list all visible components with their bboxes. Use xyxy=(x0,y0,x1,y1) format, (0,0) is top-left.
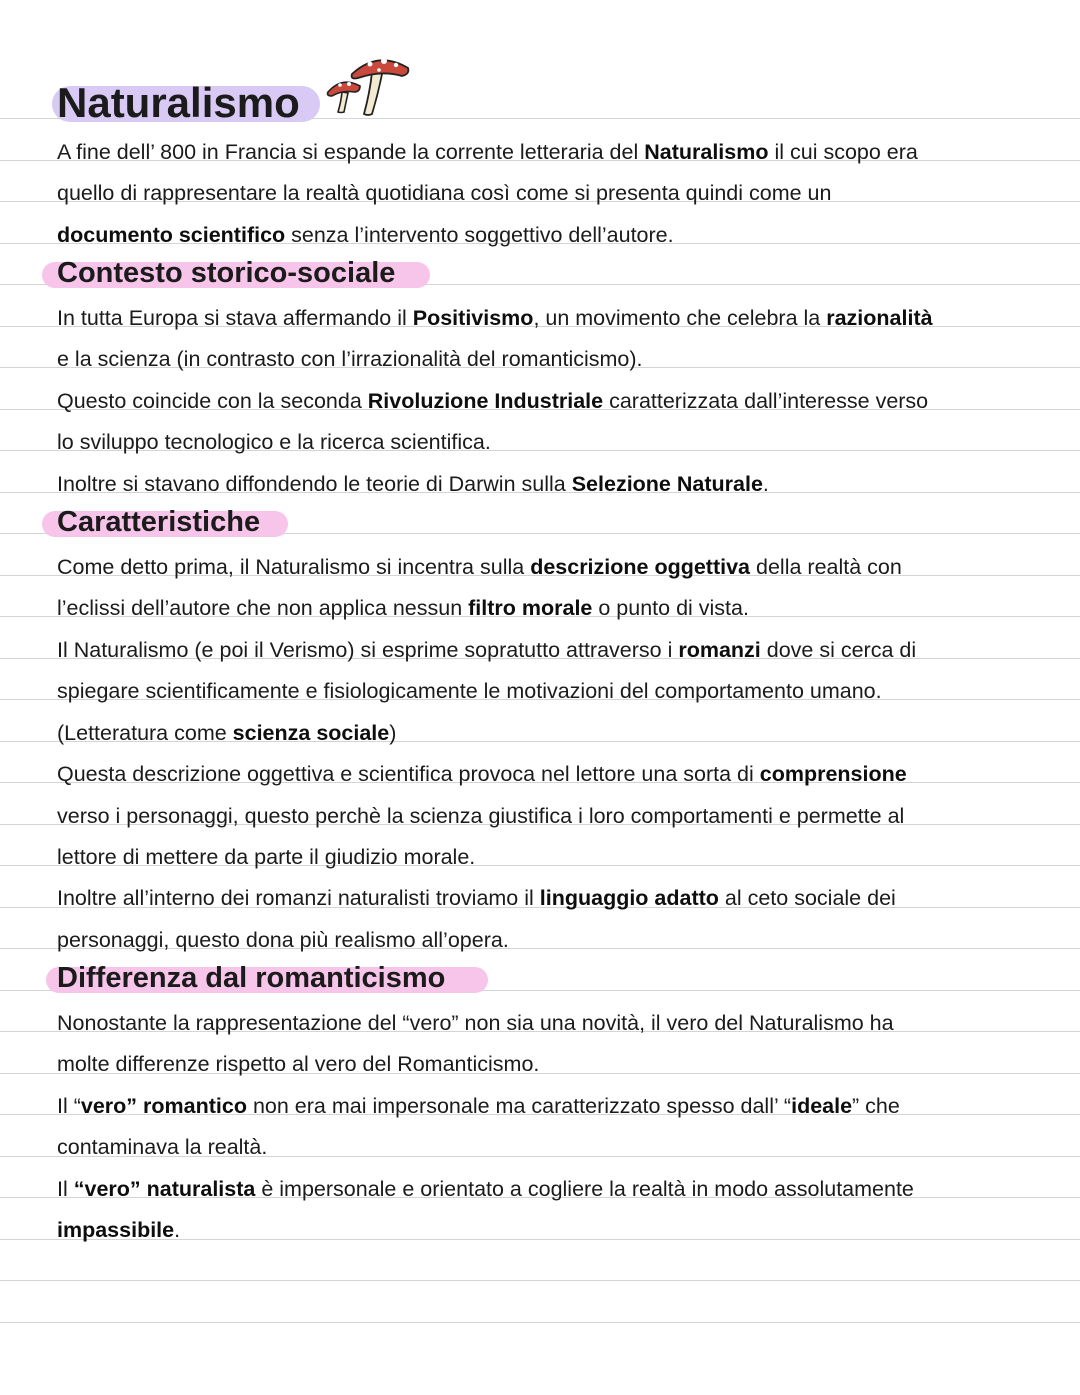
intro-line: documento scientifico senza l’intervento soggettivo dell’autore. xyxy=(57,223,674,247)
contesto-line: Questo coincide con la seconda Rivoluzione Industriale caratterizzata dall’interesse verso xyxy=(57,389,929,413)
caratteristiche-line: verso i personaggi, questo perchè la scienza giustifica i loro comportamenti e permette al xyxy=(57,804,905,828)
caratteristiche-line: Come detto prima, il Naturalismo si incentra sulla descrizione oggettiva della realtà con xyxy=(57,555,902,579)
section-heading-differenza: Differenza dal romanticismo xyxy=(57,962,446,994)
section-heading-caratteristiche: Caratteristiche xyxy=(57,506,261,538)
contesto-line: lo sviluppo tecnologico e la ricerca scientifica. xyxy=(57,430,491,454)
differenza-line: Nonostante la rappresentazione del “vero” non sia una novità, il vero del Naturalismo ha xyxy=(57,1011,894,1035)
differenza-line: molte differenze rispetto al vero del Romanticismo. xyxy=(57,1052,540,1076)
intro-line: A fine dell’ 800 in Francia si espande la corrente letteraria del Naturalismo il cui scopo era xyxy=(57,140,918,164)
section-heading-contesto: Contesto storico-sociale xyxy=(57,257,396,289)
contesto-line: Inoltre si stavano diffondendo le teorie di Darwin sulla Selezione Naturale. xyxy=(57,472,769,496)
differenza-line: Il “vero” romantico non era mai impersonale ma caratterizzato spesso dall’ “ideale” che xyxy=(57,1094,900,1118)
page-title: Naturalismo xyxy=(57,79,300,126)
caratteristiche-line: Inoltre all’interno dei romanzi naturalisti troviamo il linguaggio adatto al ceto sociale dei xyxy=(57,886,896,910)
caratteristiche-line: Questa descrizione oggettiva e scientifica provoca nel lettore una sorta di comprensione xyxy=(57,762,907,786)
mushroom-icon xyxy=(324,52,414,120)
caratteristiche-line: lettore di mettere da parte il giudizio morale. xyxy=(57,845,476,869)
caratteristiche-line: l’eclissi dell’autore che non applica nessun filtro morale o punto di vista. xyxy=(57,596,749,620)
contesto-line: e la scienza (in contrasto con l’irrazionalità del romanticismo). xyxy=(57,347,643,371)
caratteristiche-line: Il Naturalismo (e poi il Verismo) si esprime sopratutto attraverso i romanzi dove si cerca di xyxy=(57,638,917,662)
differenza-line: Il “vero” naturalista è impersonale e orientato a cogliere la realtà in modo assolutamente xyxy=(57,1177,914,1201)
caratteristiche-line: spiegare scientificamente e fisiologicamente le motivazioni del comportamento umano. xyxy=(57,679,882,703)
differenza-line: contaminava la realtà. xyxy=(57,1135,268,1159)
caratteristiche-line: (Letteratura come scienza sociale) xyxy=(57,721,397,745)
contesto-line: In tutta Europa si stava affermando il Positivismo, un movimento che celebra la razionalità xyxy=(57,306,933,330)
intro-line: quello di rappresentare la realtà quotidiana così come si presenta quindi come un xyxy=(57,181,832,205)
caratteristiche-line: personaggi, questo dona più realismo all’opera. xyxy=(57,928,509,952)
differenza-line: impassibile. xyxy=(57,1218,181,1242)
